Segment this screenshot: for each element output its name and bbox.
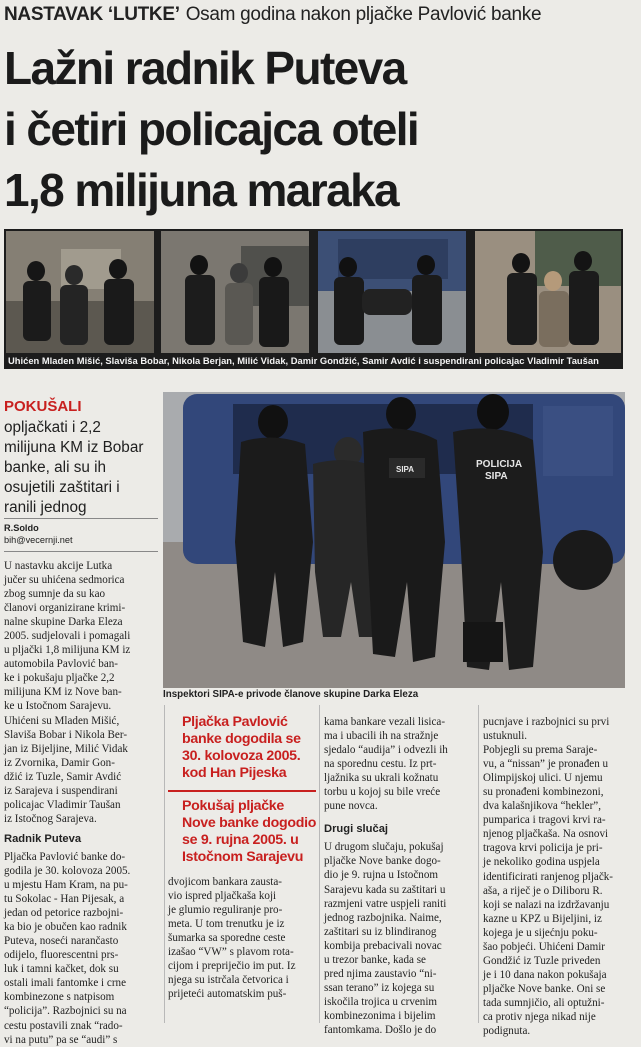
text-line: kama bankare vezali lisica- [324, 716, 446, 728]
text-line: Sarajevu kada su zaštitari u [324, 883, 446, 896]
text-line: ustuknuli. [483, 730, 528, 743]
article-column-4 [483, 715, 633, 1038]
quote-line: se 9. rujna 2005. u [182, 832, 299, 848]
text-line: jedan od petorice razbojni- [4, 907, 124, 920]
text-line: sjedalo “audija” i odvezli ih [324, 744, 448, 757]
text-line: iz Zvornika, Damir Gon- [4, 756, 115, 769]
article-column-3 [324, 715, 474, 1037]
text-line: kombinezone s natpisom [4, 991, 115, 1004]
text-line: ma i ubacili ih na stražnje [324, 730, 439, 743]
text-line: iskočila trojica u crvenim [324, 995, 438, 1008]
text-line: 2005. sudjelovali i pomagali [4, 630, 131, 643]
text-line: zaštitari su iz blindiranog [324, 925, 437, 938]
text-line: milijuna KM iz Nove ban- [4, 686, 122, 699]
text-line: pljačke Nove banke. Oni se [483, 982, 606, 995]
text-line: tu Sokolac - Han Pijesak, a [4, 893, 125, 906]
text-line: ke u Istočnom Sarajevu. [4, 700, 112, 713]
quote-line: Pljačka Pavlović [182, 714, 288, 730]
vest-text-sipa: SIPA [485, 471, 508, 482]
text-line: vi na putu” pa se “audi” s [4, 1033, 118, 1046]
byline-author: R.Soldo [4, 523, 39, 533]
text-line: pumparica i tragovi krvi ra- [483, 814, 606, 827]
text-line: automobila Pavlović ban- [4, 658, 118, 671]
text-line: vio ispred pljačkaša koji [168, 890, 277, 903]
pull-quote-2 [182, 798, 316, 866]
text-line: pucnjave i razbojnici su prvi [483, 716, 610, 728]
text-line: fantomkama. Došlo je do [324, 1023, 437, 1036]
text-line: ostali imali fantomke i crne [4, 977, 126, 990]
text-line: njega su istrčala četvorica i [168, 974, 289, 987]
text-line: je i 10 dana nakon pokušaja [483, 968, 607, 981]
text-line: je nekoliko godina uspjela [483, 856, 600, 869]
strip-photo [6, 231, 154, 353]
text-line: iz Istočnog Sarajeva. [4, 812, 97, 825]
quote-line: Istočnom Sarajevu [182, 849, 304, 865]
headline [4, 38, 638, 221]
dek-line: osujetili zaštitari i [4, 479, 120, 496]
quote-line: Pokušaj pljačke [182, 798, 284, 814]
text-line: šumarka sa sporedne ceste [168, 932, 286, 945]
text-line: dva kalašnjikova “hekler”, [483, 800, 601, 813]
quote-line: Nove banke dogodio [182, 815, 317, 831]
text-line: odijelo, fluorescentni prs- [4, 949, 119, 962]
text-line: dio je 9. rujna u Istočnom [324, 869, 438, 882]
strip-photo [475, 231, 621, 353]
vest-text-policija: POLICIJA [476, 459, 523, 470]
strip-photo [318, 231, 466, 353]
kicker [4, 4, 638, 34]
dek-line: banke, ali su ih [4, 459, 107, 476]
text-line: Olimpijskoj ulici. U njemu [483, 772, 603, 785]
text-line: U nastavku akcije Lutka [4, 560, 113, 572]
red-divider [168, 790, 316, 792]
text-line: kombija prebacivali novac [324, 939, 442, 952]
column-2-text [168, 875, 316, 1001]
intro-dek [4, 418, 160, 518]
dek-line: milijuna KM iz Bobar [4, 439, 144, 456]
headline-line: Lažni radnik Puteva [4, 42, 406, 94]
divider [4, 551, 158, 552]
text-line: kazne u KPZ u Bijeljini, iz [483, 912, 602, 925]
article-column-1 [4, 559, 160, 1047]
dek-line: opljačkati i 2,2 [4, 419, 101, 436]
dek-line: ranili jednog [4, 499, 87, 516]
text-line: Uhićeni su Mladen Mišić, [4, 714, 120, 727]
text-line: kojega je u sijećnju poku- [483, 926, 598, 939]
text-line: članovi organizirane krimi- [4, 602, 126, 615]
text-line: zbog sumnje da su kao [4, 588, 106, 601]
text-line: Pljačka Pavlović banke do- [4, 850, 126, 863]
text-line: U drugom slučaju, pokušaj [324, 841, 444, 854]
quote-line: kod Han Pijeska [182, 765, 287, 781]
text-line: prijeteći automatskim puš- [168, 988, 287, 1001]
kicker-text: Osam godina nakon pljačke Pavlović banke [185, 4, 542, 25]
text-line: nalne skupine Darka Eleza [4, 616, 123, 629]
text-line: je glumio reguliranje pro- [168, 904, 283, 917]
text-line: na sporednu cestu. Iz prt- [324, 758, 437, 771]
text-line: tragova krvi policija je pri- [483, 842, 603, 855]
text-line: aša, a riječ je o Diliboru R. [483, 884, 603, 897]
text-line: u trezor banke, kada se [324, 953, 426, 966]
text-line: ljažnika su ukrali kožnatu [324, 772, 439, 785]
text-line: u mjestu Ham Kram, na pu- [4, 879, 128, 892]
text-line: Puteva, noseći narančasto [4, 935, 119, 948]
text-line: godila je 30. kolovoza 2005. [4, 864, 131, 877]
text-line: koji se nalazi na izdržavanju [483, 898, 610, 911]
headline-line: 1,8 milijuna maraka [4, 164, 399, 216]
text-line: podignuta. [483, 1025, 531, 1038]
quote-line: 30. kolovoza 2005. [182, 748, 301, 764]
text-line: ka bio je obučen kao radnik [4, 921, 127, 934]
text-line: pune novca. [324, 800, 378, 813]
text-line: cestu postavili znak “rado- [4, 1019, 123, 1032]
text-line: kombinezonima i bijelim [324, 1009, 436, 1022]
text-line: jednog razbojnika. Naime, [324, 911, 442, 924]
main-photo-caption: Inspektori SIPA-e privode članove skupine Darka Eleza [163, 689, 419, 700]
article-column-2 [168, 714, 316, 1001]
text-line: su pronađeni kombinezoni, [483, 786, 604, 799]
text-line: luk i tamni kačket, dok su [4, 963, 119, 976]
text-line: identificirati ranjenog pljačk- [483, 870, 613, 883]
divider [4, 518, 158, 519]
quote-line: banke dogodila se [182, 731, 301, 747]
text-line: ca protiv njega nikad nije [483, 1010, 596, 1023]
text-line: meta. U tom trenutku je iz [168, 918, 285, 931]
text-line: vu, a “nissan” je pronađen u [483, 758, 609, 771]
column-divider [478, 705, 479, 1023]
text-line: Gondžić iz Tuzle priveden [483, 954, 601, 967]
vest-text-sipa-2: SIPA [396, 465, 415, 474]
text-line: Pobjegli su prema Saraje- [483, 744, 598, 757]
intro-label: POKUŠALI [4, 398, 82, 415]
text-line: ssan terano” iz kojega su [324, 981, 435, 994]
text-line: pred njima zaustavio “ni- [324, 967, 437, 980]
text-line: u pljački 1,8 milijuna KM iz [4, 644, 131, 657]
text-line: pljačke Nove banke dogo- [324, 855, 441, 868]
column-divider [164, 705, 165, 1023]
kicker-label: NASTAVAK ‘LUTKE’ [4, 4, 180, 25]
byline-email: bih@vecernji.net [4, 535, 73, 545]
column-divider [319, 705, 320, 1023]
text-line: jučer su uhićena sedmorica [4, 574, 125, 587]
text-line: dvojicom bankara zausta- [168, 876, 282, 888]
text-line: ke i pokušaju pljačke 2,2 [4, 672, 115, 685]
text-line: jan iz Bijeljine, Milić Vidak [4, 742, 128, 755]
text-line: “policija”. Razbojnici su na [4, 1005, 127, 1018]
text-line: cijom i prepriječio im put. Iz [168, 960, 296, 973]
subhead: Radnik Puteva [4, 832, 82, 845]
strip-photo [161, 231, 309, 353]
main-photo [163, 392, 625, 688]
text-line: tada sumnjičio, ali optužni- [483, 996, 605, 1009]
text-line: policajac Vladimir Taušan [4, 798, 121, 811]
headline-line: i četiri policajca oteli [4, 103, 419, 155]
text-line: džić iz Tuzle, Samir Avdić [4, 770, 122, 783]
photo-strip [4, 229, 623, 369]
subhead: Drugi slučaj [324, 823, 389, 836]
text-line: izašao “VW” s plavom rota- [168, 946, 294, 959]
photo-strip-caption: Uhićen Mladen Mišić, Slaviša Bobar, Nikola Berjan, Milić Vidak, Damir Gondžić, Samir Avdić i suspendirani policajac Vladimir Taušan [8, 355, 599, 366]
text-line: torbu u kojoj su bile vreće [324, 786, 441, 799]
pull-quote-1 [182, 714, 316, 782]
text-line: razmjeni vatre uspjeli raniti [324, 897, 447, 910]
text-line: šao pobjeći. Uhićeni Damir [483, 940, 605, 953]
text-line: iz Sarajeva i suspendirani [4, 784, 118, 797]
text-line: Slaviša Bobar i Nikola Ber- [4, 728, 128, 741]
text-line: njenog pljačkaša. Na osnovi [483, 828, 609, 841]
